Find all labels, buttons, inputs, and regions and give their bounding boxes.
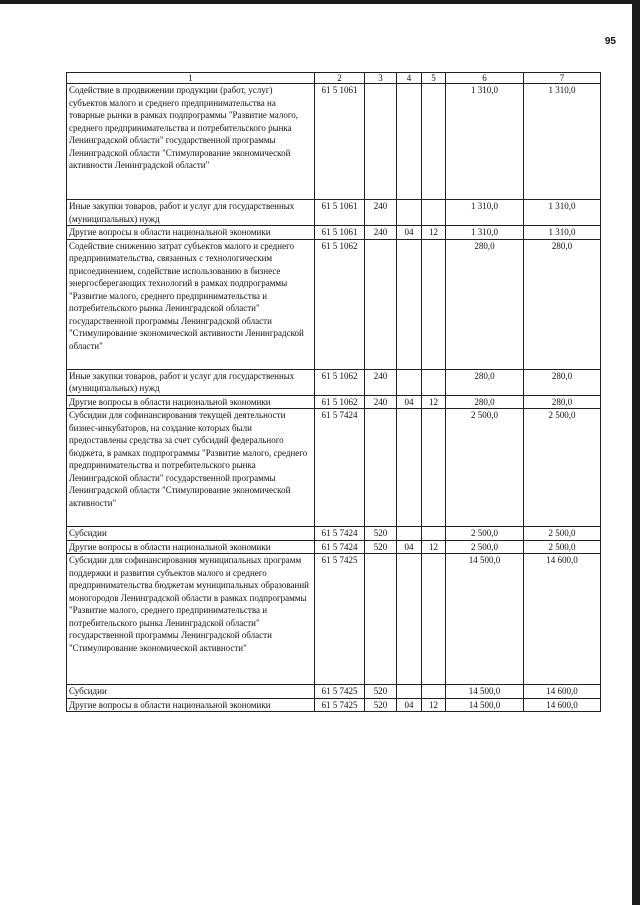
subsection-cell xyxy=(422,409,446,527)
header-row xyxy=(67,73,601,84)
description-cell: Иные закупки товаров, работ и услуг для государственных (муниципальных) нужд xyxy=(67,200,315,226)
target-article-cell: 61 5 7424 xyxy=(315,409,365,527)
column-header: 4 xyxy=(397,73,422,84)
target-article-cell: 61 5 7425 xyxy=(315,685,365,699)
description-cell: Субсидии для софинансирования муниципальных программ поддержки и развития субъектов малого и среднего предпринимательства бюджетам муниципальных образований моногородов Ленинградской области в рамках подпрограммы "Развитие малого, среднего предпринимательства и потребительского рынка Ленинградской области" государственной программы Ленинградской области "Стимулирование экономической активности" xyxy=(67,554,315,685)
section-cell: 04 xyxy=(397,226,422,240)
description-cell: Другие вопросы в области национальной экономики xyxy=(67,395,315,409)
amount-cell: 280,0 xyxy=(524,369,601,395)
expense-type-cell xyxy=(365,554,397,685)
description-cell: Иные закупки товаров, работ и услуг для государственных (муниципальных) нужд xyxy=(67,369,315,395)
target-article-cell: 61 5 7425 xyxy=(315,698,365,712)
section-cell: 04 xyxy=(397,395,422,409)
description-cell: Субсидии xyxy=(67,527,315,541)
subsection-cell xyxy=(422,685,446,699)
amount-cell: 14 600,0 xyxy=(524,685,601,699)
amount-cell: 2 500,0 xyxy=(524,540,601,554)
amount-cell: 14 500,0 xyxy=(446,685,524,699)
table-row xyxy=(67,84,601,200)
section-cell xyxy=(397,527,422,541)
subsection-cell: 12 xyxy=(422,540,446,554)
subsection-cell xyxy=(422,527,446,541)
table-row xyxy=(67,554,601,685)
description-cell: Другие вопросы в области национальной экономики xyxy=(67,540,315,554)
section-cell: 04 xyxy=(397,698,422,712)
expense-type-cell: 240 xyxy=(365,395,397,409)
table-row xyxy=(67,540,601,554)
table-row xyxy=(67,409,601,527)
expense-type-cell: 520 xyxy=(365,540,397,554)
description-cell: Содействие в продвижении продукции (работ, услуг) субъектов малого и среднего предпринимательства на товарные рынки в рамках подпрограммы "Развитие малого, среднего предпринимательства и потребительского рынка Ленинградской области" государственной программы Ленинградской области "Стимулирование экономической активности Ленинградской области" xyxy=(67,84,315,200)
subsection-cell: 12 xyxy=(422,698,446,712)
description-cell: Содействие снижению затрат субъектов малого и среднего предпринимательства, связанных с технологическим присоединением, содействие использованию в бизнесе энергосберегающих технологий в рамках подпрограммы "Развитие малого, среднего предпринимательства и потребительского рынка Ленинградской области" государственной программы Ленинградской области "Стимулирование экономической активности Ленинградской области" xyxy=(67,239,315,369)
target-article-cell: 61 5 1061 xyxy=(315,200,365,226)
subsection-cell: 12 xyxy=(422,226,446,240)
expense-type-cell: 240 xyxy=(365,200,397,226)
section-cell xyxy=(397,200,422,226)
column-header: 7 xyxy=(524,73,601,84)
amount-cell: 14 600,0 xyxy=(524,698,601,712)
amount-cell: 2 500,0 xyxy=(524,409,601,527)
amount-cell: 14 500,0 xyxy=(446,698,524,712)
section-cell: 04 xyxy=(397,540,422,554)
expense-type-cell xyxy=(365,239,397,369)
table-row xyxy=(67,685,601,699)
amount-cell: 14 600,0 xyxy=(524,554,601,685)
table-row xyxy=(67,239,601,369)
amount-cell: 1 310,0 xyxy=(524,84,601,200)
target-article-cell: 61 5 1061 xyxy=(315,84,365,200)
table-row xyxy=(67,200,601,226)
amount-cell: 280,0 xyxy=(446,369,524,395)
column-header: 2 xyxy=(315,73,365,84)
table-row xyxy=(67,527,601,541)
amount-cell: 280,0 xyxy=(524,395,601,409)
expense-type-cell: 240 xyxy=(365,226,397,240)
section-cell xyxy=(397,409,422,527)
page-number: 95 xyxy=(604,36,616,47)
table-row xyxy=(67,369,601,395)
column-header: 3 xyxy=(365,73,397,84)
amount-cell: 1 310,0 xyxy=(446,226,524,240)
target-article-cell: 61 5 1062 xyxy=(315,239,365,369)
expense-type-cell: 520 xyxy=(365,698,397,712)
budget-table xyxy=(66,72,601,712)
amount-cell: 1 310,0 xyxy=(524,200,601,226)
target-article-cell: 61 5 1062 xyxy=(315,369,365,395)
section-cell xyxy=(397,685,422,699)
subsection-cell: 12 xyxy=(422,395,446,409)
target-article-cell: 61 5 1061 xyxy=(315,226,365,240)
amount-cell: 280,0 xyxy=(446,395,524,409)
expense-type-cell: 240 xyxy=(365,369,397,395)
column-header: 6 xyxy=(446,73,524,84)
description-cell: Другие вопросы в области национальной экономики xyxy=(67,698,315,712)
column-header: 1 xyxy=(67,73,315,84)
amount-cell: 2 500,0 xyxy=(446,409,524,527)
column-header: 5 xyxy=(422,73,446,84)
amount-cell: 2 500,0 xyxy=(446,540,524,554)
amount-cell: 1 310,0 xyxy=(446,200,524,226)
table-row xyxy=(67,226,601,240)
scan-border-top xyxy=(0,0,640,4)
section-cell xyxy=(397,369,422,395)
description-cell: Другие вопросы в области национальной экономики xyxy=(67,226,315,240)
expense-type-cell xyxy=(365,409,397,527)
amount-cell: 280,0 xyxy=(524,239,601,369)
description-cell: Субсидии xyxy=(67,685,315,699)
amount-cell: 14 500,0 xyxy=(446,554,524,685)
table-row xyxy=(67,698,601,712)
amount-cell: 2 500,0 xyxy=(524,527,601,541)
amount-cell: 1 310,0 xyxy=(446,84,524,200)
expense-type-cell: 520 xyxy=(365,527,397,541)
amount-cell: 280,0 xyxy=(446,239,524,369)
expense-type-cell: 520 xyxy=(365,685,397,699)
section-cell xyxy=(397,239,422,369)
subsection-cell xyxy=(422,200,446,226)
table-row xyxy=(67,395,601,409)
subsection-cell xyxy=(422,84,446,200)
target-article-cell: 61 5 7425 xyxy=(315,554,365,685)
amount-cell: 1 310,0 xyxy=(524,226,601,240)
description-cell: Субсидии для софинансирования текущей деятельности бизнес-инкубаторов, на создание которых были предоставлены средства за счет субсидий федерального бюджета, в рамках подпрограммы "Развитие малого, среднего предпринимательства и потребительского рынка Ленинградской области" государственной программы Ленинградской области "Стимулирование экономической активности" xyxy=(67,409,315,527)
section-cell xyxy=(397,84,422,200)
subsection-cell xyxy=(422,239,446,369)
section-cell xyxy=(397,554,422,685)
target-article-cell: 61 5 1062 xyxy=(315,395,365,409)
scan-border-right xyxy=(632,0,640,905)
subsection-cell xyxy=(422,554,446,685)
expense-type-cell xyxy=(365,84,397,200)
amount-cell: 2 500,0 xyxy=(446,527,524,541)
target-article-cell: 61 5 7424 xyxy=(315,540,365,554)
subsection-cell xyxy=(422,369,446,395)
target-article-cell: 61 5 7424 xyxy=(315,527,365,541)
